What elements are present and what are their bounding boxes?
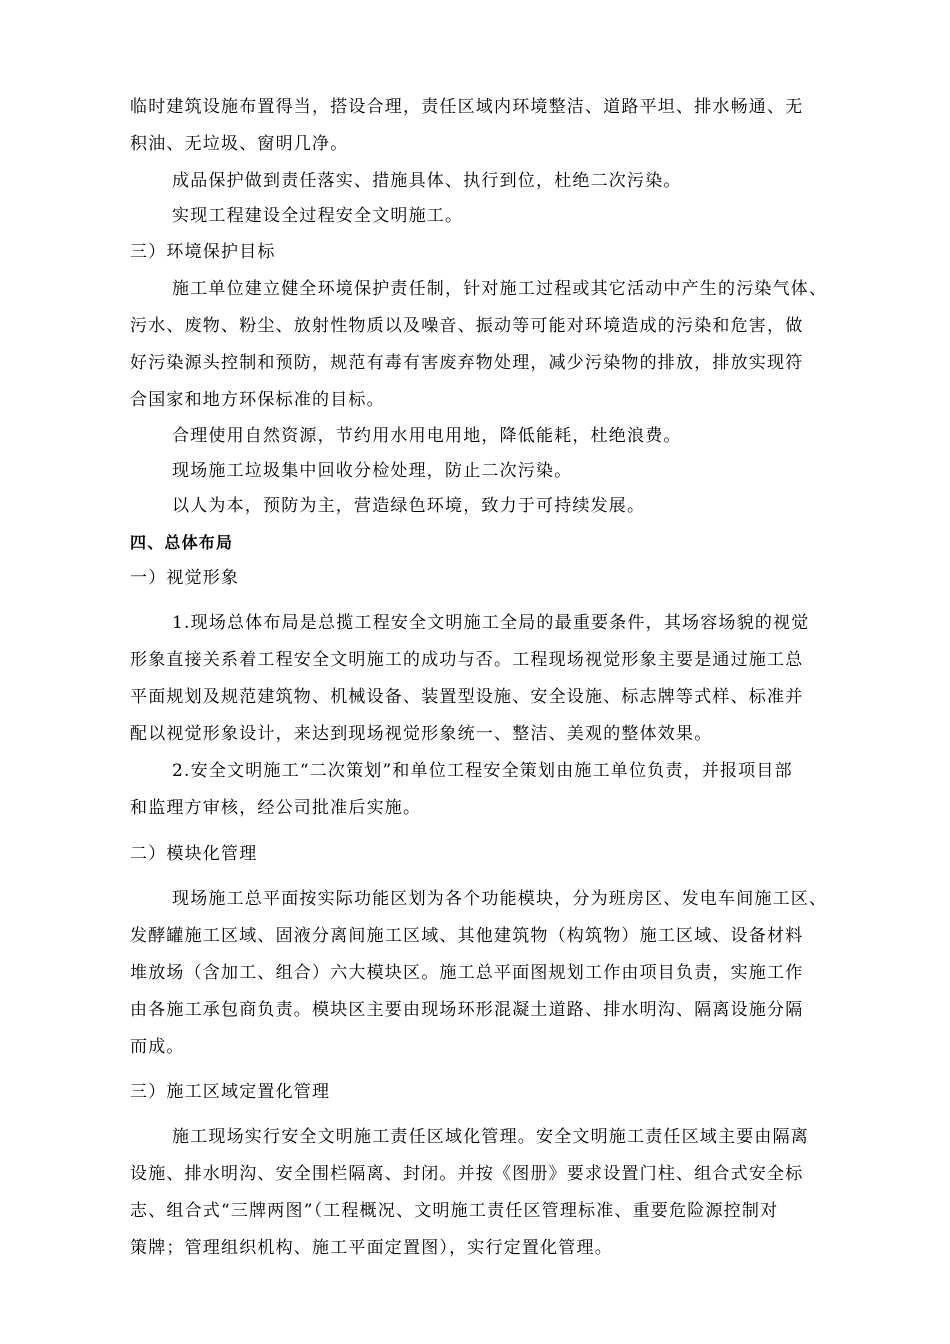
body-text-line: 污水、废物、粉尘、放射性物质以及噪音、振动等可能对环境造成的污染和危害，做 [130, 316, 804, 336]
body-text-line: 现场施工总平面按实际功能区划为各个功能模块，分为班房区、发电车间施工区、 [172, 889, 828, 909]
section-subheading: 一）视觉形象 [130, 568, 240, 588]
body-text-line: 实现工程建设全过程安全文明施工。 [172, 206, 464, 226]
body-text-line: 以人为本，预防为主，营造绿色环境，致力于可持续发展。 [172, 496, 646, 516]
body-text-line: 好污染源头控制和预防，规范有毒有害废弃物处理，减少污染物的排放，排放实现符 [130, 353, 804, 373]
body-text-line: 施工现场实行安全文明施工责任区域化管理。安全文明施工责任区域主要由隔离 [172, 1127, 809, 1147]
body-text-line: 发酵罐施工区域、固液分离间施工区域、其他建筑物（构筑物）施工区域、设备材料 [130, 926, 804, 946]
body-text-line: 平面规划及规范建筑物、机械设备、装置型设施、安全设施、标志牌等式样、标准并 [130, 687, 804, 707]
body-text-line: 积油、无垃圾、窗明几净。 [130, 134, 349, 154]
body-text-line: 临时建筑设施布置得当，搭设合理，责任区域内环境整洁、道路平坦、排水畅通、无 [130, 97, 804, 117]
body-text-line: 成品保护做到责任落实、措施具体、执行到位，杜绝二次污染。 [172, 171, 682, 191]
body-text-line: 合理使用自然资源，节约用水用电用地，降低能耗，杜绝浪费。 [172, 426, 682, 446]
body-text-line: 策牌；管理组织机构、施工平面定置图），实行定置化管理。 [130, 1238, 613, 1258]
body-text-line: 而成。 [130, 1037, 185, 1057]
body-text-line: 1.现场总体布局是总揽工程安全文明施工全局的最重要条件，其场容场貌的视觉 [172, 613, 810, 633]
body-text-line: 设施、排水明沟、安全围栏隔离、封闭。并按《图册》要求设置门柱、组合式安全标 [130, 1164, 804, 1184]
body-text-line: 合国家和地方环保标准的目标。 [130, 390, 385, 410]
body-text-line: 堆放场（含加工、组合）六大模块区。施工总平面图规划工作由项目负责，实施工作 [130, 963, 804, 983]
body-text-line: 形象直接关系着工程安全文明施工的成功与否。工程现场视觉形象主要是通过施工总 [130, 650, 804, 670]
body-text-line: 由各施工承包商负责。模块区主要由现场环形混凝土道路、排水明沟、隔离设施分隔 [130, 1000, 804, 1020]
section-subheading: 三）环境保护目标 [130, 242, 276, 262]
body-text-line: 志、组合式“三牌两图”（工程概况、文明施工责任区管理标准、重要危险源控制对 [130, 1201, 779, 1221]
body-text-line: 和监理方审核，经公司批准后实施。 [130, 798, 422, 818]
body-text-line: 2.安全文明施工“二次策划”和单位工程安全策划由施工单位负责，并报项目部 [172, 761, 793, 781]
body-text-line: 配以视觉形象设计，来达到现场视觉形象统一、整洁、美观的整体效果。 [130, 724, 713, 744]
section-heading: 四、总体布局 [130, 533, 234, 552]
section-subheading: 二）模块化管理 [130, 844, 258, 864]
section-subheading: 三）施工区域定置化管理 [130, 1082, 331, 1102]
body-text-line: 现场施工垃圾集中回收分检处理，防止二次污染。 [172, 461, 573, 481]
body-text-line: 施工单位建立健全环境保护责任制，针对施工过程或其它活动中产生的污染气体、 [172, 279, 828, 299]
